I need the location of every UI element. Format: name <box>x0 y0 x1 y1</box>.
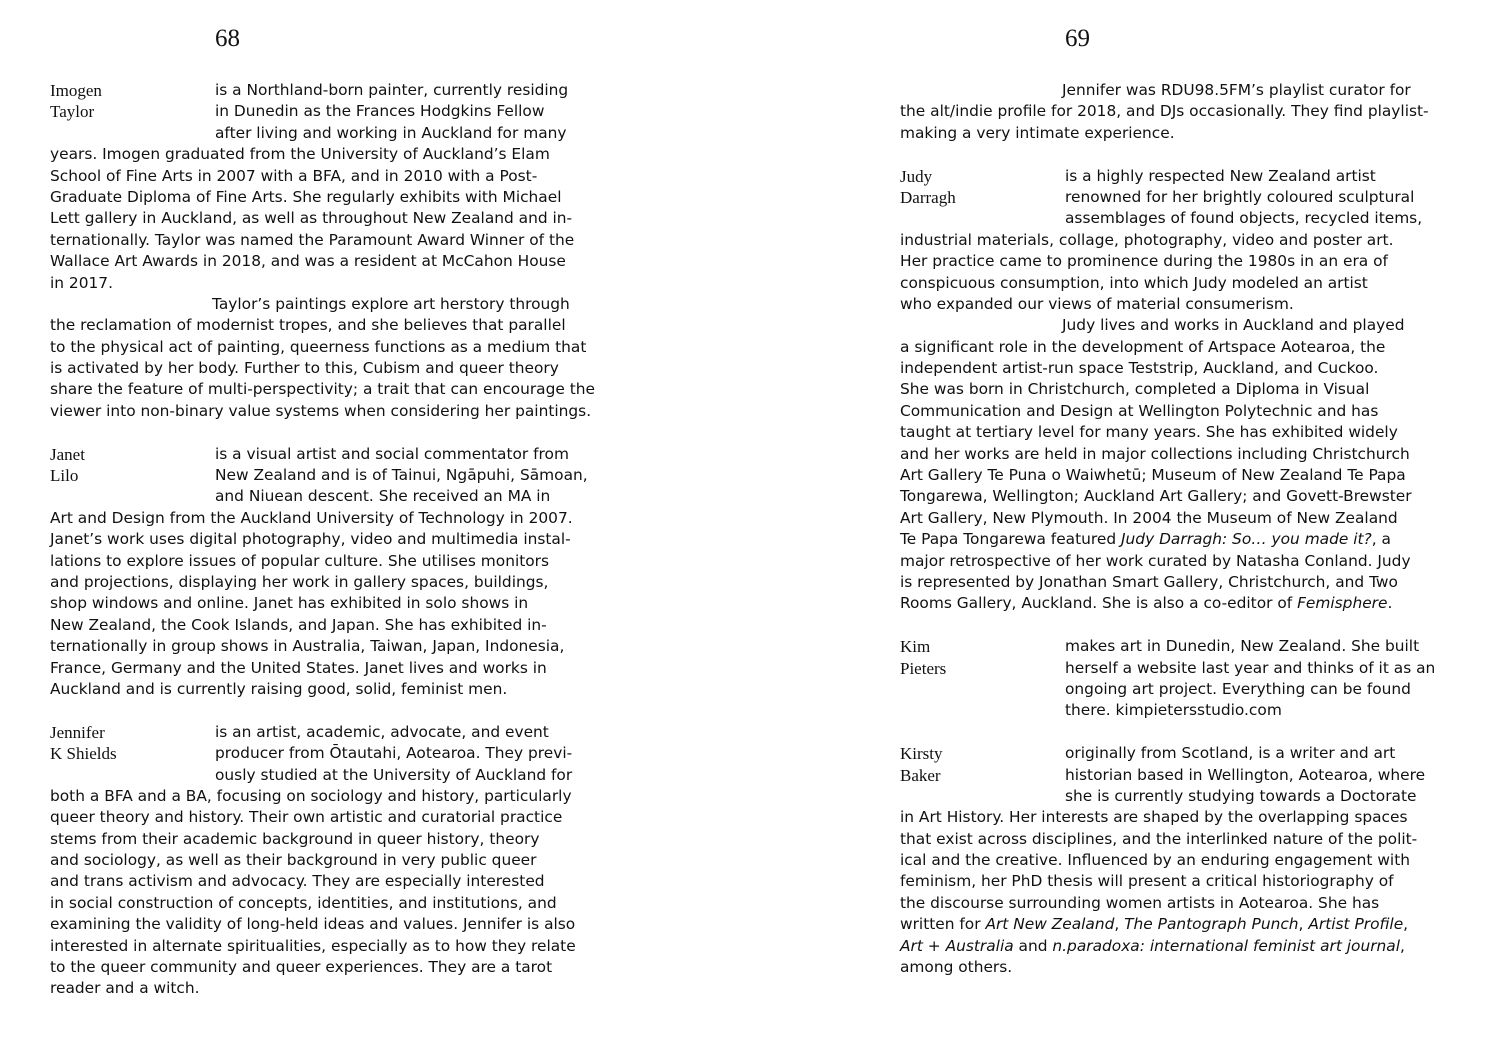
bio-line: in social construction of concepts, identities, and institutions, and <box>50 893 557 912</box>
bio-line: ternationally in group shows in Australia, Taiwan, Japan, Indonesia, <box>50 637 565 656</box>
bio-line: School of Fine Arts in 2007 with a BFA, and in 2010 with a Post- <box>50 166 538 185</box>
bio-line: there. kimpietersstudio.com <box>1065 701 1282 720</box>
bio-line: conspicuous consumption, into which Judy modeled an artist <box>900 273 1368 292</box>
artist-name: Kim Pieters <box>900 637 947 678</box>
bio-line: industrial materials, collage, photography, video and poster art. <box>900 230 1394 249</box>
bio-line: ously studied at the University of Auckland for <box>215 765 573 784</box>
publication-title: Art New Zealand <box>985 915 1115 934</box>
publication-title: The Pantograph Punch <box>1124 915 1299 934</box>
bio-line: Art and Design from the Auckland University of Technology in 2007. <box>50 508 573 527</box>
publication-title: n.paradoxa: international feminist art journal <box>1052 936 1400 955</box>
bio-line: among others. <box>900 958 1013 977</box>
bio-line: Art Gallery, New Plymouth. In 2004 the Museum of New Zealand <box>900 508 1398 527</box>
bio-line: in Art History. Her interests are shaped by the overlapping spaces <box>900 808 1408 827</box>
bio-line: major retrospective of her work curated by Natasha Conland. Judy <box>900 551 1411 570</box>
bio-line: years. Imogen graduated from the University of Auckland’s Elam <box>50 145 550 164</box>
bio-janet-lilo <box>50 444 610 701</box>
bio-line: and sociology, as well as their background in very public queer <box>50 851 537 870</box>
bio-line: assemblages of found objects, recycled items, <box>1065 209 1423 228</box>
bio-line: that exist across disciplines, and the interlinked nature of the polit- <box>900 829 1418 848</box>
bio-line: historian based in Wellington, Aotearoa, where <box>1065 765 1426 784</box>
artist-name: Imogen Taylor <box>50 81 102 122</box>
artist-name: Judy Darragh <box>900 166 956 207</box>
bio-line: after living and working in Auckland for many <box>215 123 567 142</box>
bio-line: the discourse surrounding women artists in Aotearoa. She has <box>900 893 1380 912</box>
right-column <box>900 80 1460 1000</box>
bio-line: Art + Australia and n.paradoxa: international feminist art journal, <box>900 936 1405 955</box>
bio-line: Rooms Gallery, Auckland. She is also a co-editor of Femisphere. <box>900 594 1393 613</box>
bio-line: ternationally. Taylor was named the Paramount Award Winner of the <box>50 230 575 249</box>
bio-line: both a BFA and a BA, focusing on sociology and history, particularly <box>50 786 572 805</box>
bio-line: in Dunedin as the Frances Hodgkins Fellow <box>215 102 545 121</box>
bio-line: Judy lives and works in Auckland and played <box>1062 316 1405 335</box>
bio-line: New Zealand, the Cook Islands, and Japan. She has exhibited in- <box>50 615 547 634</box>
bio-line: is represented by Jonathan Smart Gallery, Christchurch, and Two <box>900 572 1398 591</box>
bio-line: is an artist, academic, advocate, and event <box>215 722 549 741</box>
bio-line: ongoing art project. Everything can be found <box>1065 679 1411 698</box>
page-number-right: 69 <box>1065 25 1090 52</box>
bio-line: she is currently studying towards a Doctorate <box>1065 786 1417 805</box>
artist-name: Janet Lilo <box>50 444 85 486</box>
bio-line: interested in alternate spiritualities, especially as to how they relate <box>50 936 576 955</box>
bio-line: viewer into non-binary value systems when considering her paintings. <box>50 401 592 420</box>
bio-line: New Zealand and is of Tainui, Ngāpuhi, Sāmoan, <box>215 466 588 485</box>
bio-line: Auckland and is currently raising good, solid, feminist men. <box>50 679 508 698</box>
bio-line: France, Germany and the United States. Janet lives and works in <box>50 658 547 677</box>
bio-line: ical and the creative. Influenced by an enduring engagement with <box>900 851 1410 870</box>
bio-line: and projections, displaying her work in gallery spaces, buildings, <box>50 572 549 591</box>
publication-title: Art + Australia <box>900 936 1014 955</box>
bio-line: Her practice came to prominence during the 1980s in an era of <box>900 252 1388 271</box>
bio-line: is activated by her body. Further to this, Cubism and queer theory <box>50 359 559 378</box>
exhibition-title: Judy Darragh: So… you made it? <box>1121 530 1372 549</box>
bio-line: independent artist-run space Teststrip, Auckland, and Cuckoo. <box>900 359 1379 378</box>
bio-line: feminism, her PhD thesis will present a critical historiography of <box>900 872 1394 891</box>
bio-line: and Niuean descent. She received an MA in <box>215 487 551 506</box>
bio-line: is a highly respected New Zealand artist <box>1065 166 1376 185</box>
bio-kim-pieters <box>900 636 1460 722</box>
bio-line: Janet’s work uses digital photography, video and multimedia instal- <box>50 530 571 549</box>
bio-judy-darragh <box>900 166 1460 615</box>
bio-jennifer-continued <box>900 80 1460 144</box>
bio-line: lations to explore issues of popular culture. She utilises monitors <box>50 551 550 570</box>
bio-line: shop windows and online. Janet has exhibited in solo shows in <box>50 594 529 613</box>
bio-line: renowned for her brightly coloured sculptural <box>1065 187 1415 206</box>
bio-line: herself a website last year and thinks of it as an <box>1065 658 1436 677</box>
bio-line: the reclamation of modernist tropes, and she believes that parallel <box>50 316 566 335</box>
bio-line: taught at tertiary level for many years. She has exhibited widely <box>900 423 1398 442</box>
bio-line: share the feature of multi-perspectivity; a trait that can encourage the <box>50 380 595 399</box>
artist-name: Kirsty Baker <box>900 744 943 785</box>
bio-line: Tongarewa, Wellington; Auckland Art Gallery; and Govett-Brewster <box>900 487 1412 506</box>
bio-line: is a visual artist and social commentator from <box>215 444 569 463</box>
bio-line: and trans activism and advocacy. They are especially interested <box>50 872 545 891</box>
bio-line: Graduate Diploma of Fine Arts. She regularly exhibits with Michael <box>50 187 562 206</box>
bio-line: Lett gallery in Auckland, as well as throughout New Zealand and in- <box>50 209 573 228</box>
bio-line: is a Northland-born painter, currently residing <box>215 81 569 99</box>
right-page <box>750 0 1500 1064</box>
bio-line: to the physical act of painting, queerness functions as a medium that <box>50 337 587 356</box>
bio-line: Wallace Art Awards in 2018, and was a resident at McCahon House <box>50 252 566 271</box>
bio-jennifer-k-shields <box>50 722 610 1000</box>
bio-imogen-taylor <box>50 80 610 422</box>
bio-line: She was born in Christchurch, completed a Diploma in Visual <box>900 380 1370 399</box>
bio-line: stems from their academic background in queer history, theory <box>50 829 540 848</box>
bio-line: queer theory and history. Their own artistic and curatorial practice <box>50 808 563 827</box>
bio-line: makes art in Dunedin, New Zealand. She built <box>1065 637 1420 656</box>
bio-line: originally from Scotland, is a writer and art <box>1065 744 1396 763</box>
publication-title: Femisphere <box>1297 594 1388 613</box>
bio-line: Art Gallery Te Puna o Waiwhetū; Museum of New Zealand Te Papa <box>900 466 1406 485</box>
bio-line: who expanded our views of material consumerism. <box>900 294 1294 313</box>
bio-line: in 2017. <box>50 273 113 292</box>
bio-line: Communication and Design at Wellington Polytechnic and has <box>900 401 1379 420</box>
bio-line: producer from Ōtautahi, Aotearoa. They previ- <box>215 744 573 763</box>
bio-line: a significant role in the development of Artspace Aotearoa, the <box>900 337 1386 356</box>
bio-line: Taylor’s paintings explore art herstory through <box>212 294 570 313</box>
bio-line: the alt/indie profile for 2018, and DJs occasionally. They find playlist- <box>900 102 1429 121</box>
bio-line: making a very intimate experience. <box>900 123 1175 142</box>
bio-line: and her works are held in major collections including Christchurch <box>900 444 1410 463</box>
bio-line: to the queer community and queer experiences. They are a tarot <box>50 958 553 977</box>
bio-line: Jennifer was RDU98.5FM’s playlist curator for <box>1062 81 1411 99</box>
left-column <box>50 80 610 1021</box>
page-number-left: 68 <box>215 25 240 52</box>
bio-line: examining the validity of long-held ideas and values. Jennifer is also <box>50 915 576 934</box>
bio-line: reader and a witch. <box>50 979 200 998</box>
artist-name: Jennifer K Shields <box>50 722 117 764</box>
bio-line: written for Art New Zealand, The Pantograph Punch, Artist Profile, <box>900 915 1409 934</box>
publication-title: Artist Profile <box>1308 915 1404 934</box>
bio-kirsty-baker <box>900 743 1460 978</box>
bio-line: Te Papa Tongarewa featured Judy Darragh: So… you made it?, a <box>900 530 1391 549</box>
